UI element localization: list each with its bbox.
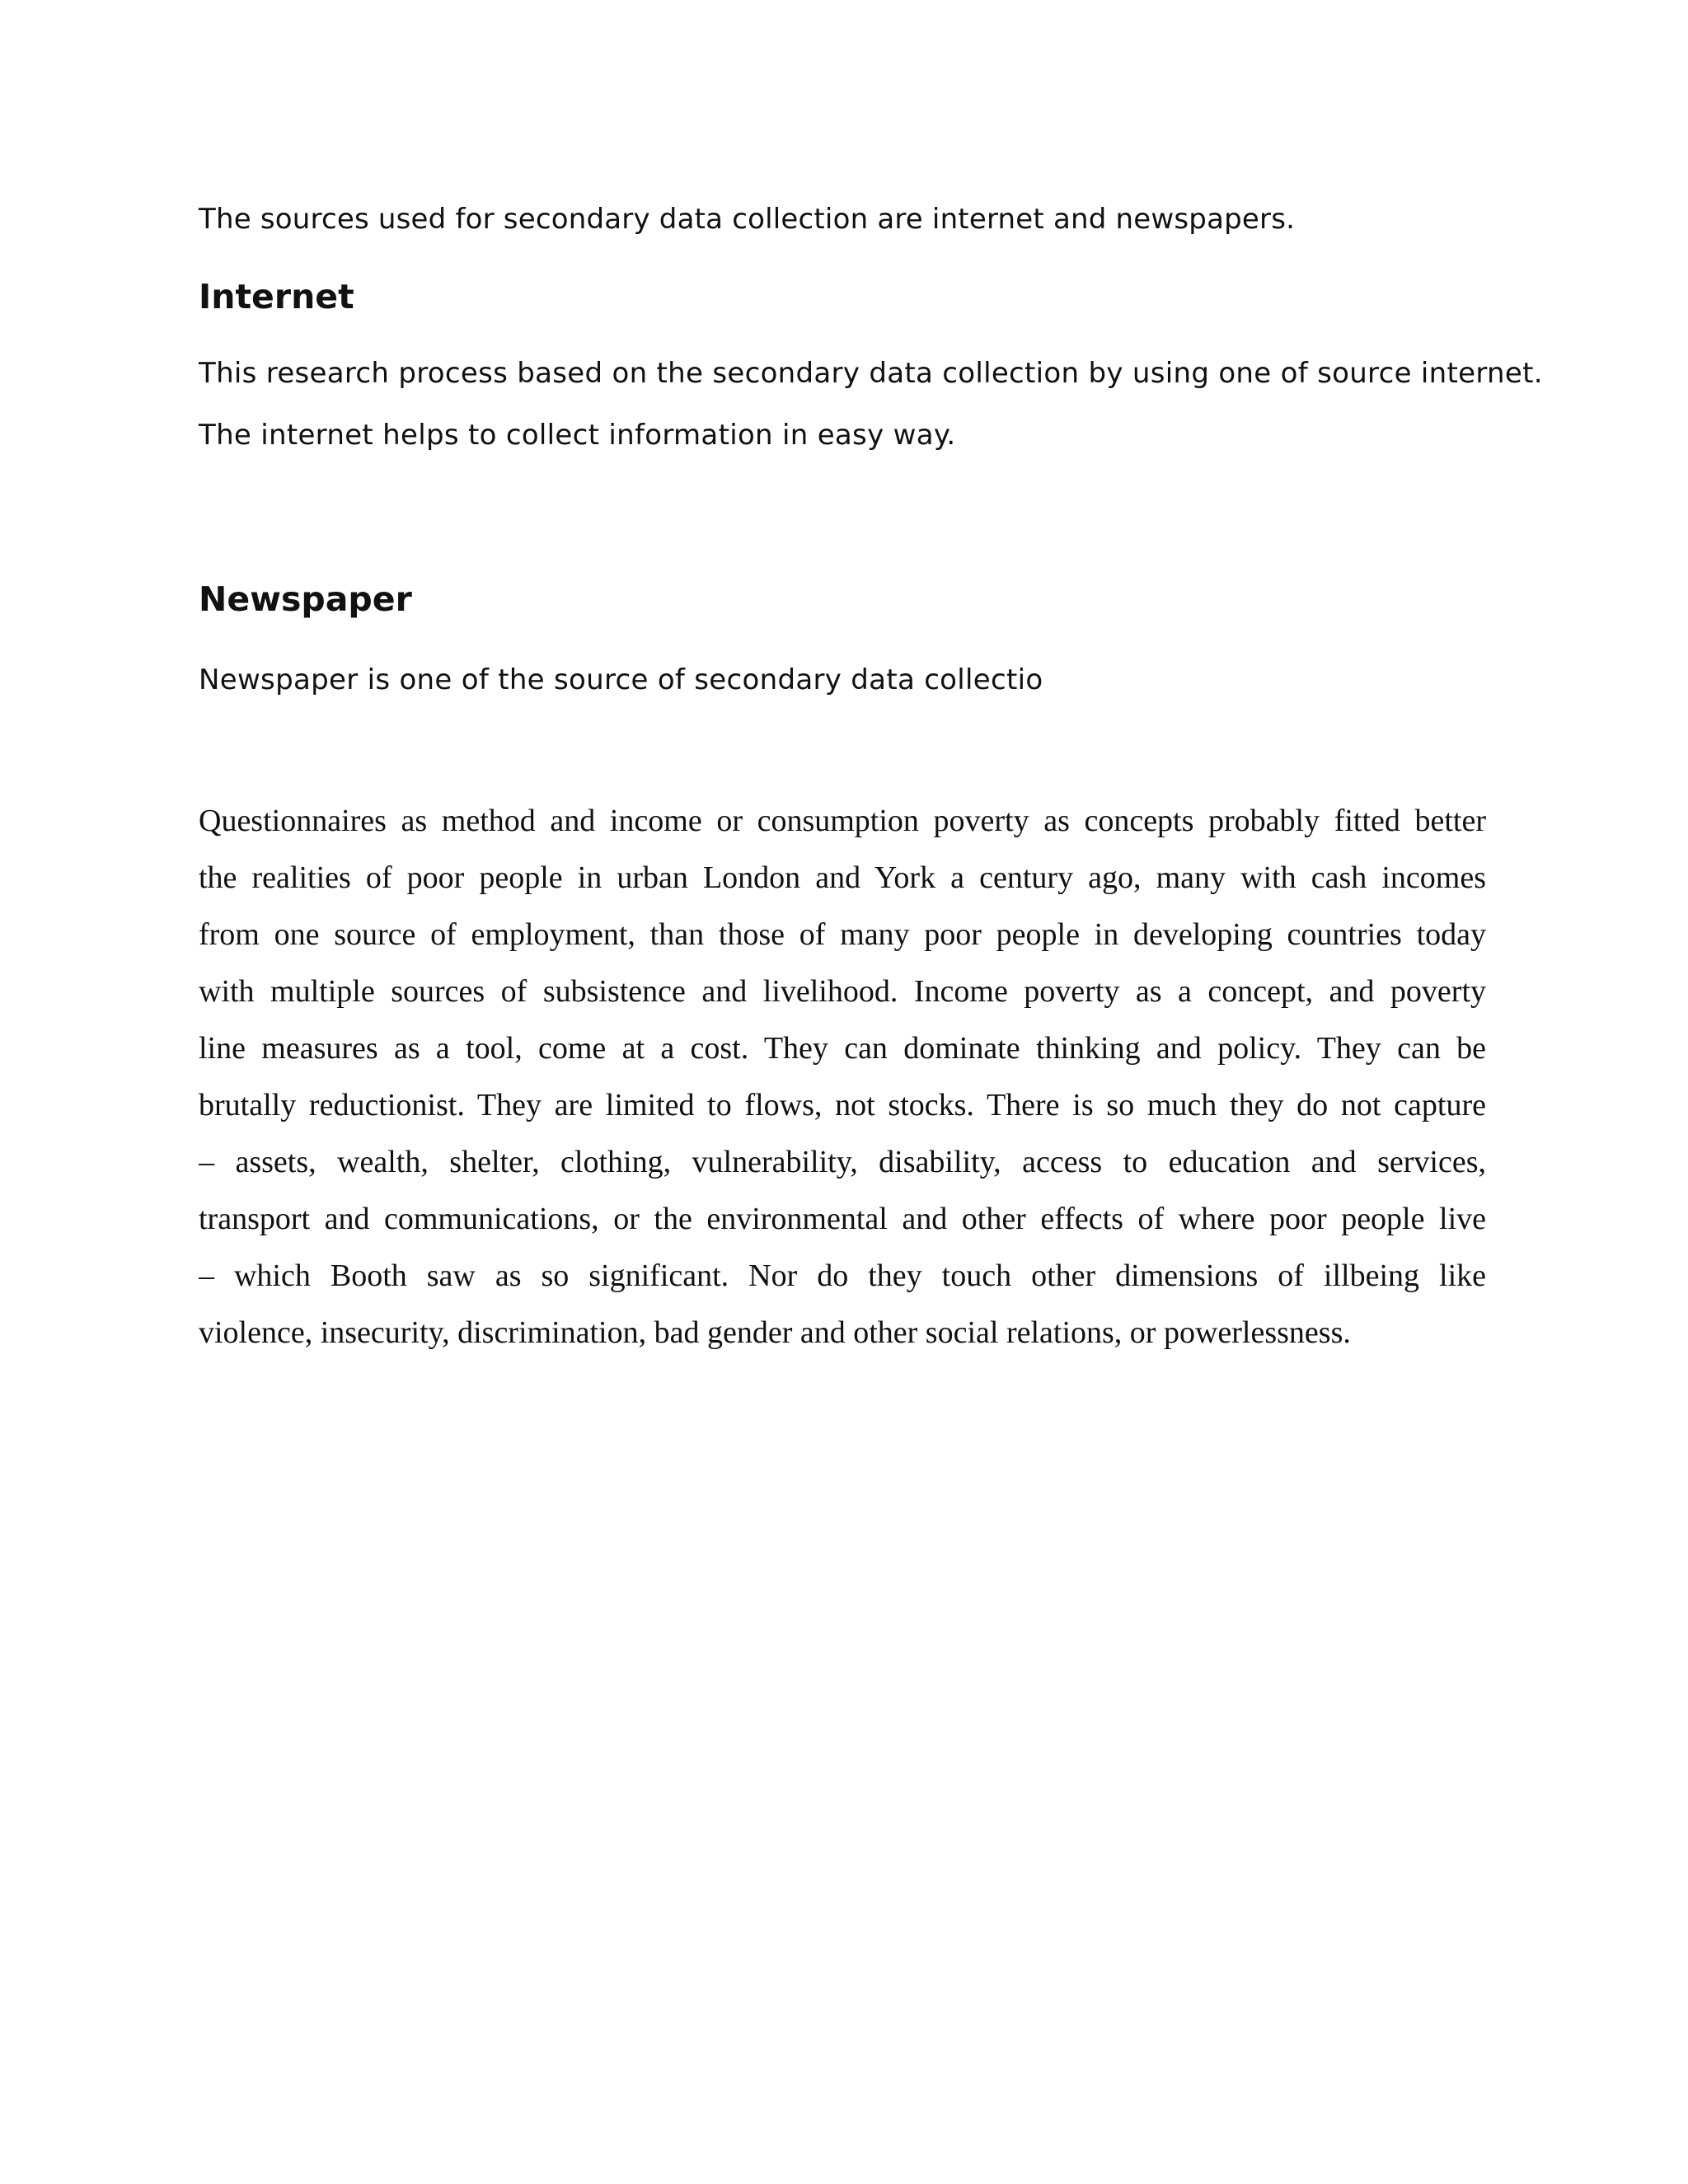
internet-heading: Internet bbox=[199, 277, 354, 316]
intro-sentence: The sources used for secondary data collection are internet and newspapers. bbox=[199, 203, 1296, 236]
internet-paragraph-line-1: This research process based on the secondary data collection by using one of source internet. bbox=[199, 357, 1543, 390]
quote-line-5: line measures as a tool, come at a cost. They can dominate thinking and policy. They can be bbox=[199, 1031, 1486, 1066]
newspaper-heading: Newspaper bbox=[199, 579, 412, 619]
quote-line-7: – assets, wealth, shelter, clothing, vulnerability, disability, access to education and services, bbox=[199, 1145, 1486, 1179]
quote-line-8: transport and communications, or the environmental and other effects of where poor people live bbox=[199, 1202, 1486, 1236]
quote-line-10: violence, insecurity, discrimination, bad gender and other social relations, or powerlessness. bbox=[199, 1315, 1351, 1350]
quote-line-2: the realities of poor people in urban London and York a century ago, many with cash incomes bbox=[199, 860, 1486, 895]
poverty-quote-paragraph bbox=[199, 793, 1486, 1361]
quote-line-9: – which Booth saw as so significant. Nor do they touch other dimensions of illbeing like bbox=[199, 1258, 1486, 1293]
quote-line-6: brutally reductionist. They are limited to flows, not stocks. There is so much they do not capture bbox=[199, 1088, 1486, 1122]
newspaper-paragraph: Newspaper is one of the source of secondary data collectio bbox=[199, 663, 1043, 696]
quote-line-4: with multiple sources of subsistence and livelihood. Income poverty as a concept, and poverty bbox=[199, 974, 1486, 1009]
internet-paragraph-line-2: The internet helps to collect information in easy way. bbox=[199, 419, 956, 452]
quote-line-1: Questionnaires as method and income or consumption poverty as concepts probably fitted better bbox=[199, 804, 1486, 838]
quote-line-3: from one source of employment, than those of many poor people in developing countries today bbox=[199, 917, 1486, 952]
